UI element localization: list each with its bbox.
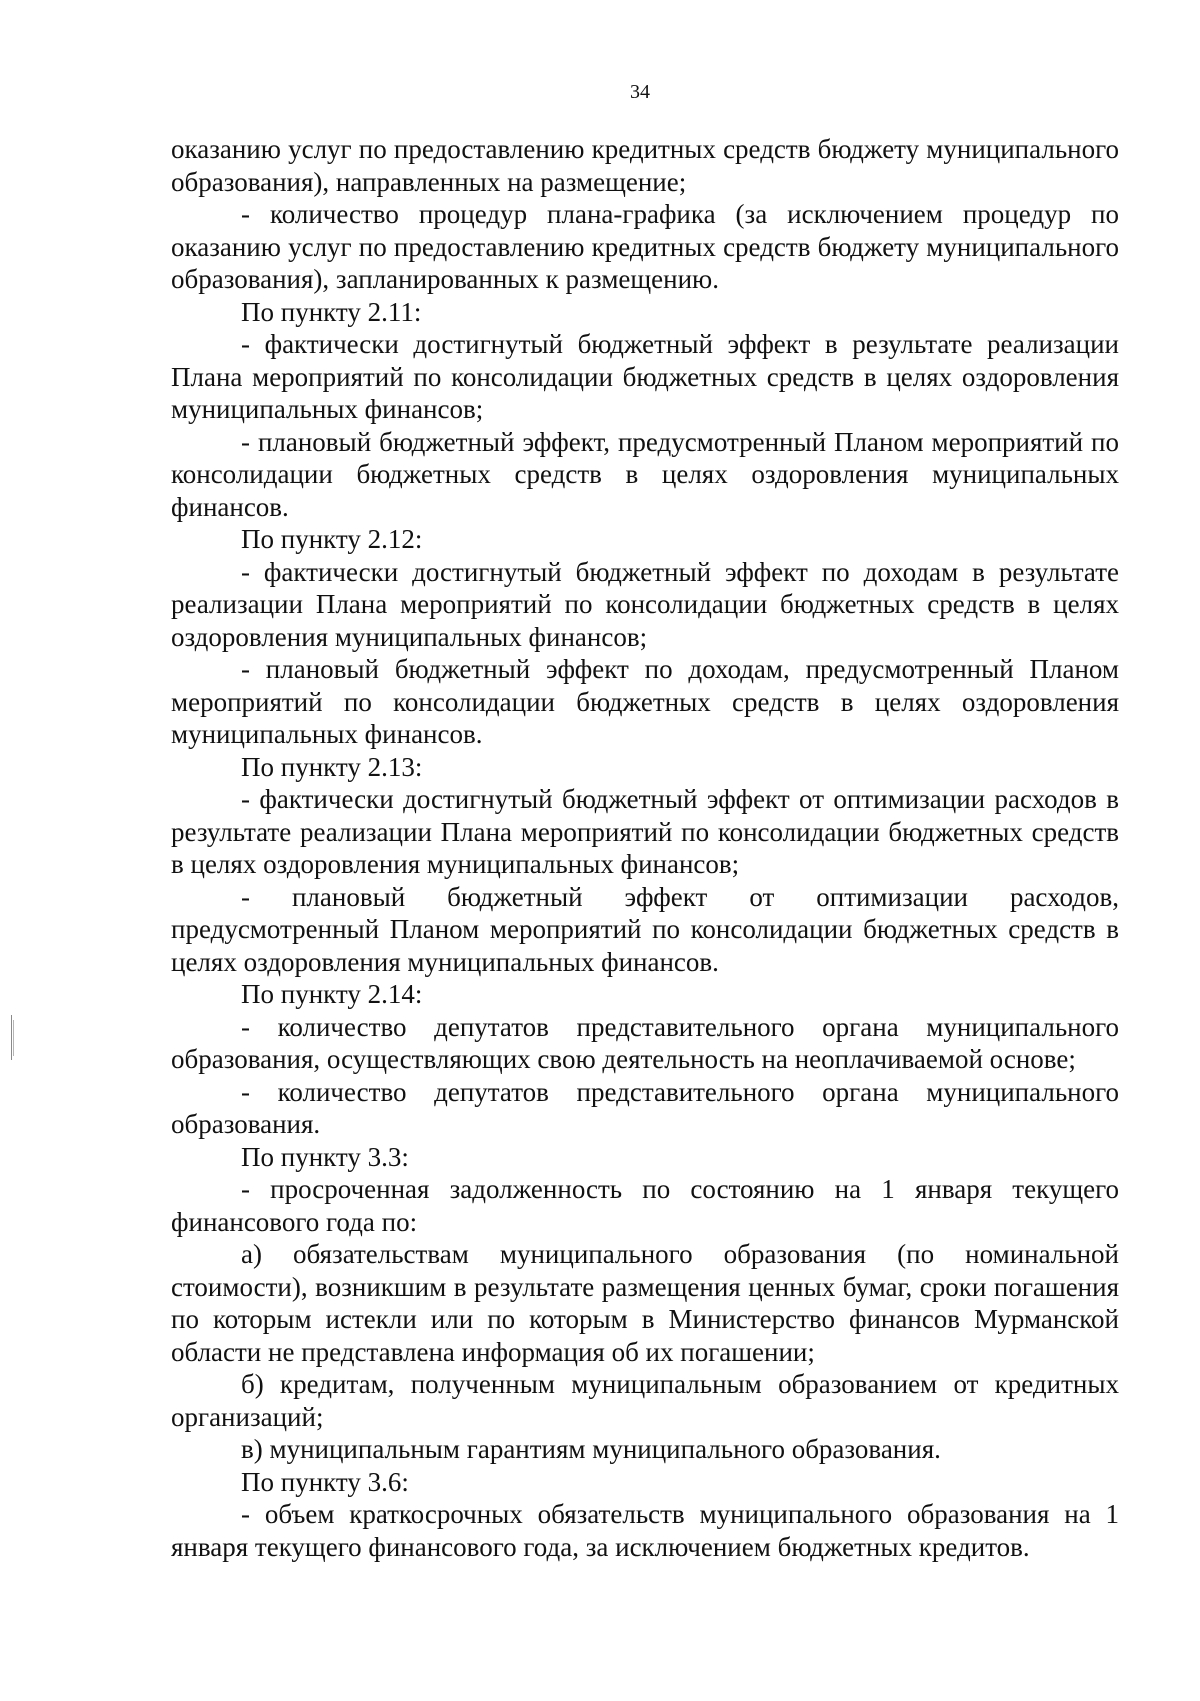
list-item: - фактически достигнутый бюджетный эффект в результате реализации Плана мероприятий по консолидации бюджетных средств в целях оздоровления муниципальных финансов; xyxy=(171,329,1119,424)
scan-artifact-line xyxy=(11,1015,12,1060)
list-item: а) обязательствам муниципального образования (по номинальной стоимости), возникшим в результате размещения ценных бумаг, сроки погашения по которым истекли или по которым в Министерство финансов Мурманской области не представлена информация об их погашении; xyxy=(171,1239,1119,1367)
list-item: - плановый бюджетный эффект от оптимизации расходов, предусмотренный Планом мероприятий по консолидации бюджетных средств в целях оздоровления муниципальных финансов. xyxy=(171,881,1119,977)
list-item: - количество депутатов представительного органа муниципального образования, осуществляющих свою деятельность на неоплачиваемой основе; xyxy=(171,1011,1119,1074)
section-heading: По пункту 3.3: xyxy=(241,1141,409,1172)
list-item: б) кредитам, полученным муниципальным образованием от кредитных организаций; xyxy=(171,1369,1119,1432)
scan-artifact-line xyxy=(13,1020,14,1056)
section-heading: По пункту 3.6: xyxy=(241,1466,409,1497)
list-item: - количество депутатов представительного органа муниципального образования. xyxy=(171,1076,1119,1139)
section-heading: По пункту 2.12: xyxy=(241,524,423,554)
list-item: - количество процедур плана-графика (за исключением процедур по оказанию услуг по предоставлению кредитных средств бюджету муниципального образования), запланированных к размещению. xyxy=(171,199,1119,294)
section-heading: По пункту 2.13: xyxy=(241,751,423,782)
list-item: - фактически достигнутый бюджетный эффект от оптимизации расходов в результате реализации Плана мероприятий по консолидации бюджетных средств в целях оздоровления муниципальных финансов; xyxy=(171,784,1119,879)
section-heading: По пункту 2.14: xyxy=(241,979,423,1009)
list-item: - плановый бюджетный эффект по доходам, предусмотренный Планом мероприятий по консолидации бюджетных средств в целях оздоровления муниципальных финансов. xyxy=(171,654,1119,749)
page-number: 34 xyxy=(630,81,650,103)
list-item: - плановый бюджетный эффект, предусмотренный Планом мероприятий по консолидации бюджетных средств в целях оздоровления муниципальных финансов. xyxy=(171,426,1119,522)
paragraph-continuation: оказанию услуг по предоставлению кредитных средств бюджету муниципального образования), направленных на размещение; xyxy=(171,134,1119,197)
list-item: - фактически достигнутый бюджетный эффект по доходам в результате реализации Плана мероприятий по консолидации бюджетных средств в целях оздоровления муниципальных финансов; xyxy=(171,556,1119,652)
list-item: в) муниципальным гарантиям муниципального образования. xyxy=(241,1434,941,1464)
section-heading: По пункту 2.11: xyxy=(241,296,422,327)
document-body xyxy=(171,133,1119,1563)
list-item: - просроченная задолженность по состоянию на 1 января текущего финансового года по: xyxy=(171,1174,1119,1237)
list-item: - объем краткосрочных обязательств муниципального образования на 1 января текущего финансового года, за исключением бюджетных кредитов. xyxy=(171,1499,1119,1562)
